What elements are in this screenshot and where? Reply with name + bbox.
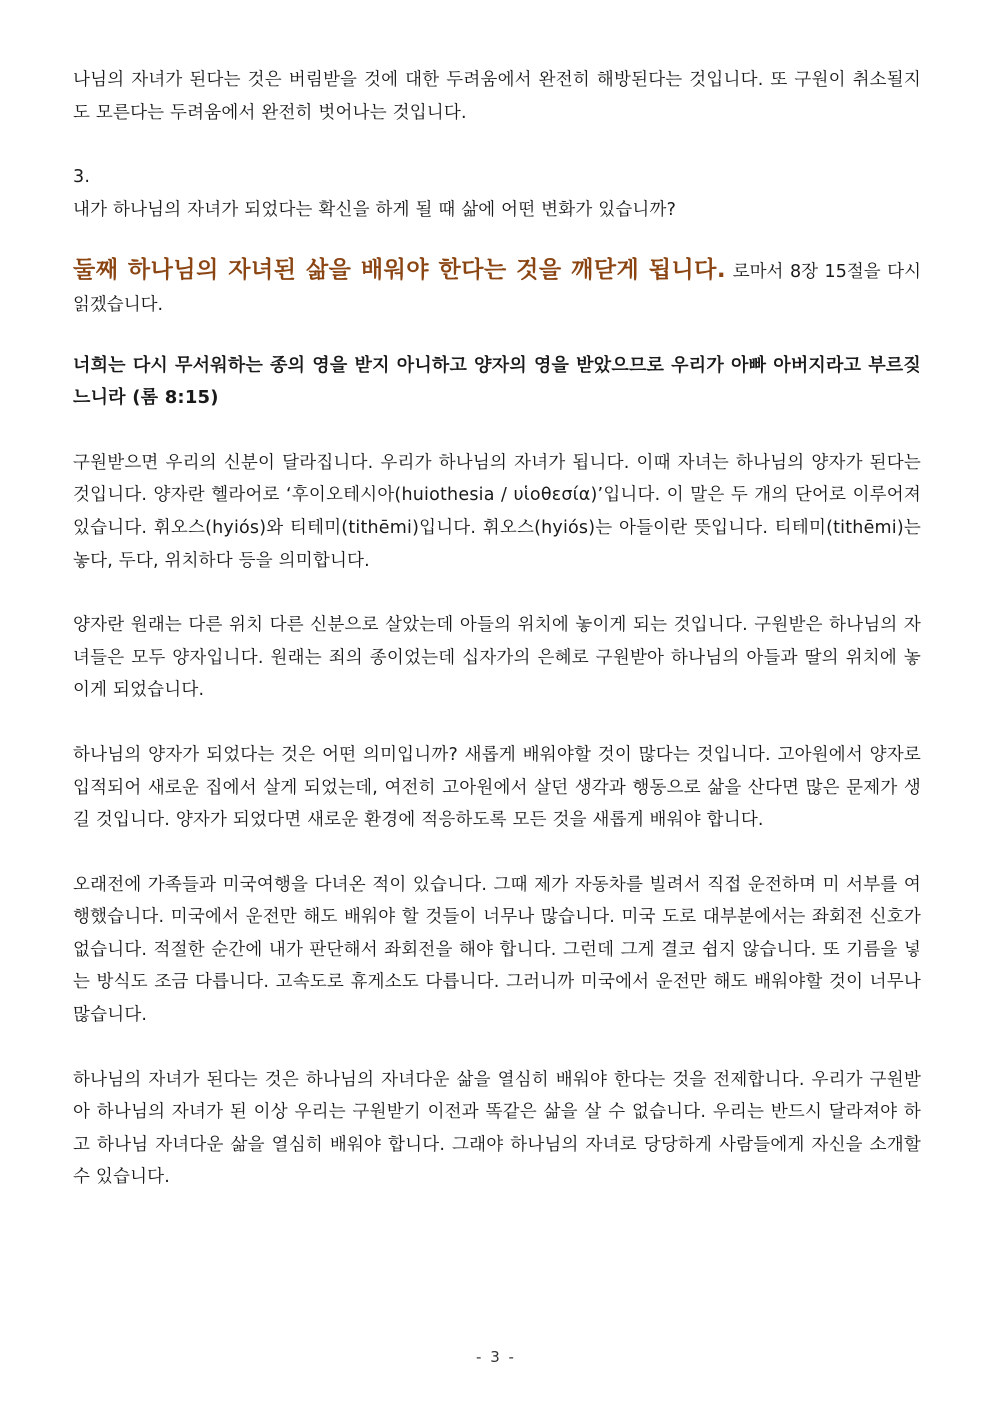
paragraph-adoption-meaning: 구원받으면 우리의 신분이 달라집니다. 우리가 하나님의 자녀가 됩니다. 이때 자녀는 하나님의 양자가 된다는 것입니다. 양자란 헬라어로 ‘후이오테시아(huiothesia / υἱοθεσία)’입니다. 이 말은 두 개의 단어로 이루어져 있습니다. 휘오스(hyiós)와 티테미(tithēmi)입니다. 휘오스(hyiós)는 아들이란 뜻입니다. 티테미(tithēmi)는 놓다, 두다, 위치하다 등을 의미합니다. — [73, 452, 921, 571]
spacer — [73, 226, 921, 254]
page-number: - 3 - — [476, 1348, 516, 1366]
spacer — [73, 322, 921, 350]
spacer — [73, 837, 921, 869]
spacer — [73, 577, 921, 609]
paragraph-learning: 하나님의 양자가 되었다는 것은 어떤 의미입니까? 새롭게 배워야할 것이 많다는 것입니다. 고아원에서 양자로 입적되어 새로운 집에서 살게 되었는데, 여전히 고아원에서 살던 생각과 행동으로 삶을 산다면 많은 문제가 생길 것입니다. 양자가 되었다면 새로운 환경에 적응하도록 모든 것을 새롭게 배워야 합니다. — [73, 744, 921, 831]
document-body — [73, 64, 921, 1194]
paragraph-continuation: 나님의 자녀가 된다는 것은 버림받을 것에 대한 두려움에서 완전히 해방된다는 것입니다. 또 구원이 취소될지도 모른다는 두려움에서 완전히 벗어나는 것입니다. — [73, 70, 921, 123]
spacer — [73, 129, 921, 161]
spacer — [73, 415, 921, 447]
question-text: 내가 하나님의 자녀가 되었다는 확신을 하게 될 때 삶에 어떤 변화가 있습니까? — [73, 199, 677, 220]
paragraph-travel-story: 오래전에 가족들과 미국여행을 다녀온 적이 있습니다. 그때 제가 자동차를 빌려서 직접 운전하며 미 서부를 여행했습니다. 미국에서 운전만 해도 배워야 할 것들이 너무나 많습니다. 미국 도로 대부분에서는 좌회전 신호가 없습니다. 적절한 순간에 내가 판단해서 좌회전을 해야 합니다. 그런데 그게 결코 쉽지 않습니다. 또 기름을 넣는 방식도 조금 다릅니다. 고속도로 휴게소도 다릅니다. 그러니까 미국에서 운전만 해도 배워야할 것이 너무나 많습니다. — [73, 874, 921, 1026]
spacer — [73, 707, 921, 739]
section-heading-tail: 로마서 8장 15절을 다시 읽겠습니다. — [73, 262, 921, 315]
spacer — [73, 1032, 921, 1064]
section-heading: 둘째 하나님의 자녀된 삶을 배워야 한다는 것을 깨닫게 됩니다. — [73, 257, 727, 284]
section-heading-paragraph — [73, 254, 921, 321]
question-number: 3. — [73, 167, 91, 188]
paragraph-conclusion: 하나님의 자녀가 된다는 것은 하나님의 자녀다운 삶을 열심히 배워야 한다는 것을 전제합니다. 우리가 구원받아 하나님의 자녀가 된 이상 우리는 구원받기 이전과 똑같은 삶을 살 수 없습니다. 우리는 반드시 달라져야 하고 하나님 자녀다운 삶을 열심히 배워야 합니다. 그래야 하나님의 자녀로 당당하게 사람들에게 자신을 소개할 수 있습니다. — [73, 1069, 921, 1188]
scripture-verse: 너희는 다시 무서워하는 종의 영을 받지 아니하고 양자의 영을 받았으므로 우리가 아빠 아버지라고 부르짖느니라 (롬 8:15) — [73, 354, 921, 409]
paragraph-adoption-definition: 양자란 원래는 다른 위치 다른 신분으로 살았는데 아들의 위치에 놓이게 되는 것입니다. 구원받은 하나님의 자녀들은 모두 양자입니다. 원래는 죄의 종이었는데 십자가의 은혜로 구원받아 하나님의 아들과 딸의 위치에 놓이게 되었습니다. — [73, 615, 921, 701]
